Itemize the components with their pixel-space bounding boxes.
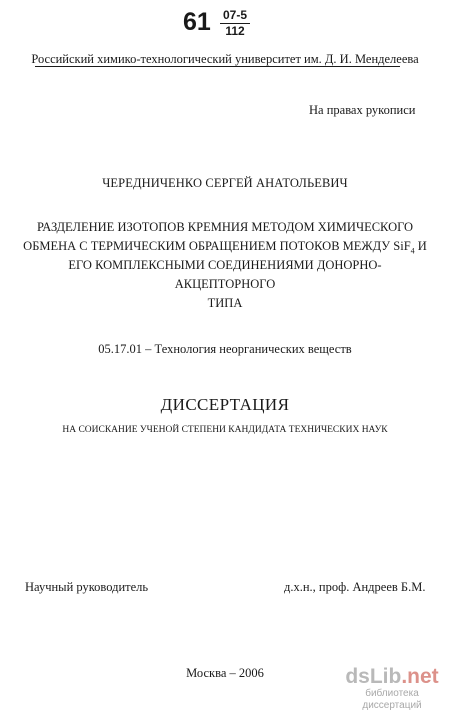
title-line-2-text: ОБМЕНА С ТЕРМИЧЕСКИМ ОБРАЩЕНИЕМ ПОТОКОВ МЕЖДУ SiF [23, 239, 411, 253]
archive-code-main: 61 [183, 8, 211, 36]
university-name: Российский химико-технологический университет им. Д. И. Менделеева [31, 52, 419, 66]
dissertation-title [20, 218, 430, 313]
rights-note: На правах рукописи [309, 103, 416, 117]
specialty-code: 05.17.01 – Технология неорганических веществ [98, 342, 352, 356]
watermark-logo[interactable] [339, 666, 445, 688]
supervisor-label: Научный руководитель [25, 580, 149, 594]
degree-subtitle: НА СОИСКАНИЕ УЧЕНОЙ СТЕПЕНИ КАНДИДАТА ТЕХНИЧЕСКИХ НАУК [62, 425, 388, 435]
city-year: Москва – 2006 [186, 666, 264, 680]
title-line-4: ТИПА [207, 296, 243, 310]
archive-code-fraction [220, 9, 250, 38]
watermark-subtitle: библиотека диссертаций [362, 688, 422, 711]
author-name: ЧЕРЕДНИЧЕНКО СЕРГЕЙ АНАТОЛЬЕВИЧ [102, 176, 348, 190]
watermark-logo-main: dsLib [345, 665, 402, 688]
university-underline [35, 66, 400, 67]
archive-code-denominator: 112 [225, 24, 245, 38]
watermark-logo-suffix: .net [401, 665, 439, 688]
watermark[interactable] [339, 666, 445, 712]
title-line-3: ЕГО КОМПЛЕКСНЫМИ СОЕДИНЕНИЯМИ ДОНОРНО-АКЦЕПТОРНОГО [68, 258, 382, 291]
document-type-heading: ДИССЕРТАЦИЯ [160, 395, 290, 414]
title-subscript: 4 [410, 246, 415, 256]
title-line-2-end: И [414, 239, 427, 253]
title-line-1: РАЗДЕЛЕНИЕ ИЗОТОПОВ КРЕМНИЯ МЕТОДОМ ХИМИЧЕСКОГО [36, 220, 414, 234]
supervisor-name: д.х.н., проф. Андреев Б.М. [284, 580, 426, 594]
title-line-2 [20, 237, 430, 256]
archive-code-numerator: 07-5 [220, 9, 250, 24]
